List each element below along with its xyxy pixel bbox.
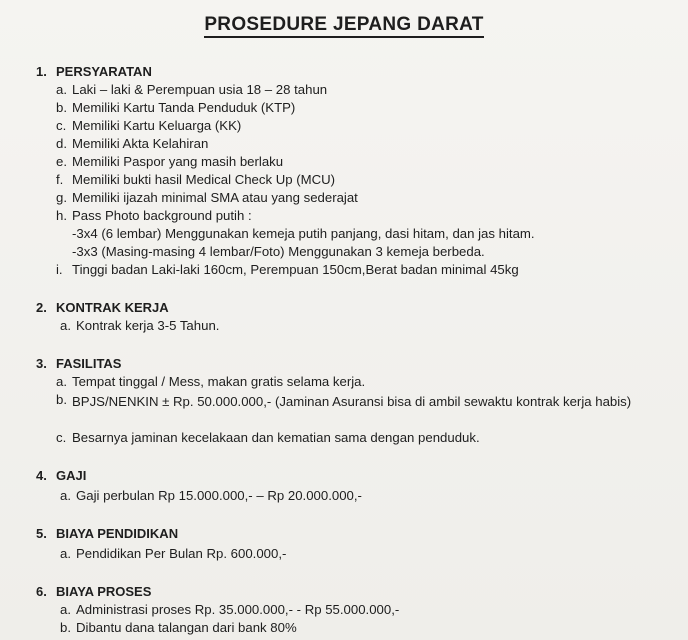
section-heading-biaya-pendidikan [36,526,178,542]
item-text: Tempat tinggal / Mess, makan gratis selama kerja. [72,374,366,389]
item-marker: b. [56,392,67,407]
section-heading-persyaratan [36,64,152,80]
item-marker: a. [56,82,67,97]
section-heading-kontrak-kerja [36,300,169,316]
item-text: Memiliki Kartu Keluarga (KK) [72,118,242,133]
item-marker: a. [60,602,71,617]
section-number: 6. [36,584,47,599]
section-title: FASILITAS [56,356,122,371]
list-item [60,488,362,504]
list-item [60,318,219,334]
item-text: -3x4 (6 lembar) Menggunakan kemeja putih panjang, dasi hitam, dan jas hitam. [72,226,535,241]
list-item [56,190,358,206]
item-marker: e. [56,154,67,169]
item-marker: d. [56,136,67,151]
list-item [56,430,480,446]
item-text: -3x3 (Masing-masing 4 lembar/Foto) Menggunakan 3 kemeja berbeda. [72,244,485,259]
item-text: Memiliki ijazah minimal SMA atau yang sederajat [72,190,358,205]
section-title: BIAYA PROSES [56,584,152,599]
item-text: BPJS/NENKIN ± Rp. 50.000.000,- (Jaminan Asuransi bisa di ambil sewaktu kontrak kerja habis) [72,394,632,409]
item-text: Pass Photo background putih : [72,208,252,223]
item-text: Kontrak kerja 3-5 Tahun. [76,318,220,333]
list-item [56,374,365,390]
list-item [60,602,399,618]
section-number: 5. [36,526,47,541]
list-item [60,620,297,636]
document-title [0,14,688,36]
list-item [56,172,335,188]
section-title: GAJI [56,468,87,483]
item-marker: f. [56,172,64,187]
item-text: Laki – laki & Perempuan usia 18 – 28 tahun [72,82,328,97]
list-item [56,208,252,224]
item-text: Gaji perbulan Rp 15.000.000,- – Rp 20.000.000,- [76,488,362,503]
item-marker: c. [56,118,67,133]
section-number: 1. [36,64,47,79]
item-text: Besarnya jaminan kecelakaan dan kematian sama dengan penduduk. [72,430,480,445]
section-heading-biaya-proses [36,584,151,600]
section-title: BIAYA PENDIDIKAN [56,526,179,541]
document-title-text: PROSEDURE JEPANG DARAT [204,14,483,38]
list-item [56,154,283,170]
section-title: KONTRAK KERJA [56,300,169,315]
item-marker: i. [56,262,63,277]
item-text: Tinggi badan Laki-laki 160cm, Perempuan 150cm,Berat badan minimal 45kg [72,262,519,277]
item-text: Administrasi proses Rp. 35.000.000,- - Rp 55.000.000,- [76,602,400,617]
item-marker: a. [56,374,67,389]
item-marker: b. [60,620,71,635]
item-text: Dibantu dana talangan dari bank 80% [76,620,297,635]
item-marker: h. [56,208,67,223]
item-text: Memiliki Akta Kelahiran [72,136,209,151]
item-marker: a. [60,318,71,333]
list-item [56,100,295,116]
list-item [56,392,656,411]
section-number: 3. [36,356,47,371]
list-item [72,226,535,242]
section-heading-fasilitas [36,356,121,372]
list-item [56,118,241,134]
list-item [56,82,327,98]
list-item [60,546,286,562]
item-marker: b. [56,100,67,115]
item-text: Memiliki Paspor yang masih berlaku [72,154,284,169]
section-title: PERSYARATAN [56,64,152,79]
item-marker: c. [56,430,67,445]
section-number: 4. [36,468,47,483]
section-number: 2. [36,300,47,315]
item-marker: a. [60,546,71,561]
list-item [72,244,485,260]
item-text: Memiliki bukti hasil Medical Check Up (MCU) [72,172,336,187]
item-text: Pendidikan Per Bulan Rp. 600.000,- [76,546,287,561]
item-marker: g. [56,190,67,205]
section-heading-gaji [36,468,86,484]
list-item [56,262,519,278]
list-item [56,136,208,152]
item-marker: a. [60,488,71,503]
item-text: Memiliki Kartu Tanda Penduduk (KTP) [72,100,296,115]
